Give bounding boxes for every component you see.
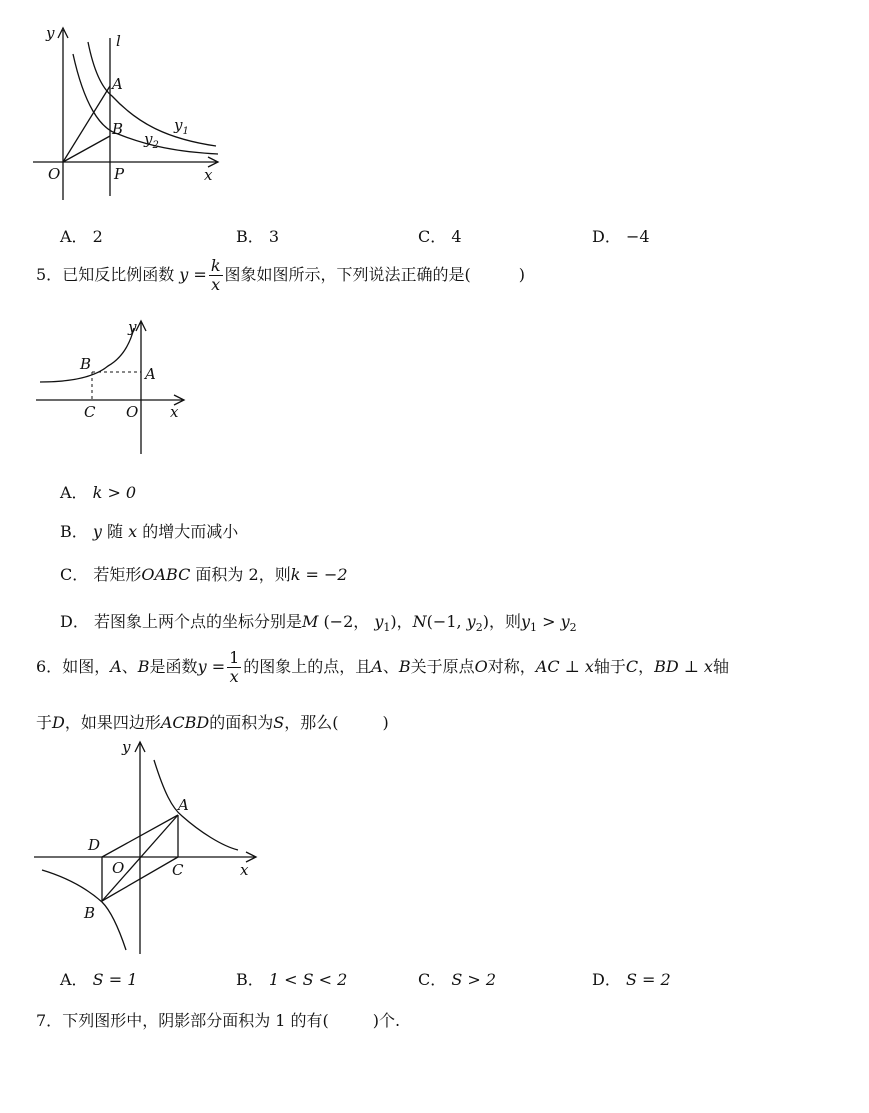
- fig4-label-O: O: [48, 165, 61, 183]
- fig4-label-B: B: [112, 120, 124, 138]
- fig6-label-y: y: [122, 738, 131, 756]
- q6-option-b: B． 1 < S < 2: [236, 970, 348, 989]
- fig4-label-x: x: [204, 166, 213, 184]
- q5-option-a: A． k > 0: [60, 483, 137, 502]
- fig6-label-C: C: [172, 861, 184, 879]
- fig6-label-B: B: [84, 904, 96, 922]
- q7-stem: 7．下列图形中，阴影部分面积为 1 的有( )个.: [36, 1011, 401, 1030]
- fig5-label-x: x: [170, 403, 179, 421]
- q5-option-d: D． 若图象上两个点的坐标分别是M (−2， $y_1$)，N(−1, $y_2$)，则$y_1 > y_2$: [60, 612, 577, 635]
- figure-q4: [28, 24, 228, 209]
- fig5-label-C: C: [84, 403, 96, 421]
- fig6-label-O: O: [112, 859, 125, 877]
- figure-q6: [32, 736, 264, 958]
- q6-option-c: C． S > 2: [418, 970, 497, 989]
- fig4-label-A: A: [112, 75, 123, 93]
- fig5-label-y: y: [128, 318, 137, 336]
- fig4-label-P: P: [114, 165, 125, 183]
- fig4-label-l: l: [116, 32, 121, 50]
- fig5-label-B: B: [80, 355, 92, 373]
- q4-option-a: A． 2: [60, 227, 103, 246]
- fig4-label-y2: $y_2$: [144, 130, 159, 151]
- q4-option-b: B． 3: [236, 227, 280, 246]
- fig4-label-y: y: [46, 24, 55, 42]
- q5-option-c: C． 若矩形OABC 面积为 2，则k = −2: [60, 565, 348, 584]
- q6-option-a: A． S = 1: [60, 970, 138, 989]
- fig6-label-D: D: [88, 836, 101, 854]
- q5-stem: 5．已知反比例函数 y = $\frac{k}{x}$ 图象如图所示，下列说法正确的是( ): [36, 256, 526, 294]
- q5-option-b: B． y 随 x 的增大而减小: [60, 522, 239, 541]
- q4-option-c: C． 4: [418, 227, 462, 246]
- q4-option-d: D． −4: [592, 227, 650, 246]
- fig4-label-y1: $y_1$: [174, 116, 189, 137]
- q6-option-d: D． S = 2: [592, 970, 671, 989]
- q6-stem-line1: 6．如图，A、B是函数y = $\frac{1}{x}$ 的图象上的点，且A、B关于原点O对称，AC ⊥ x轴于C，BD ⊥ x轴: [36, 648, 729, 686]
- fig6-label-A: A: [178, 796, 189, 814]
- fig5-label-A: A: [145, 365, 156, 383]
- fig6-label-x: x: [240, 861, 249, 879]
- fig5-label-O: O: [126, 403, 139, 421]
- q6-stem-line2: 于D，如果四边形ACBD的面积为S，那么( ): [36, 713, 389, 732]
- figure-q5: [34, 316, 194, 461]
